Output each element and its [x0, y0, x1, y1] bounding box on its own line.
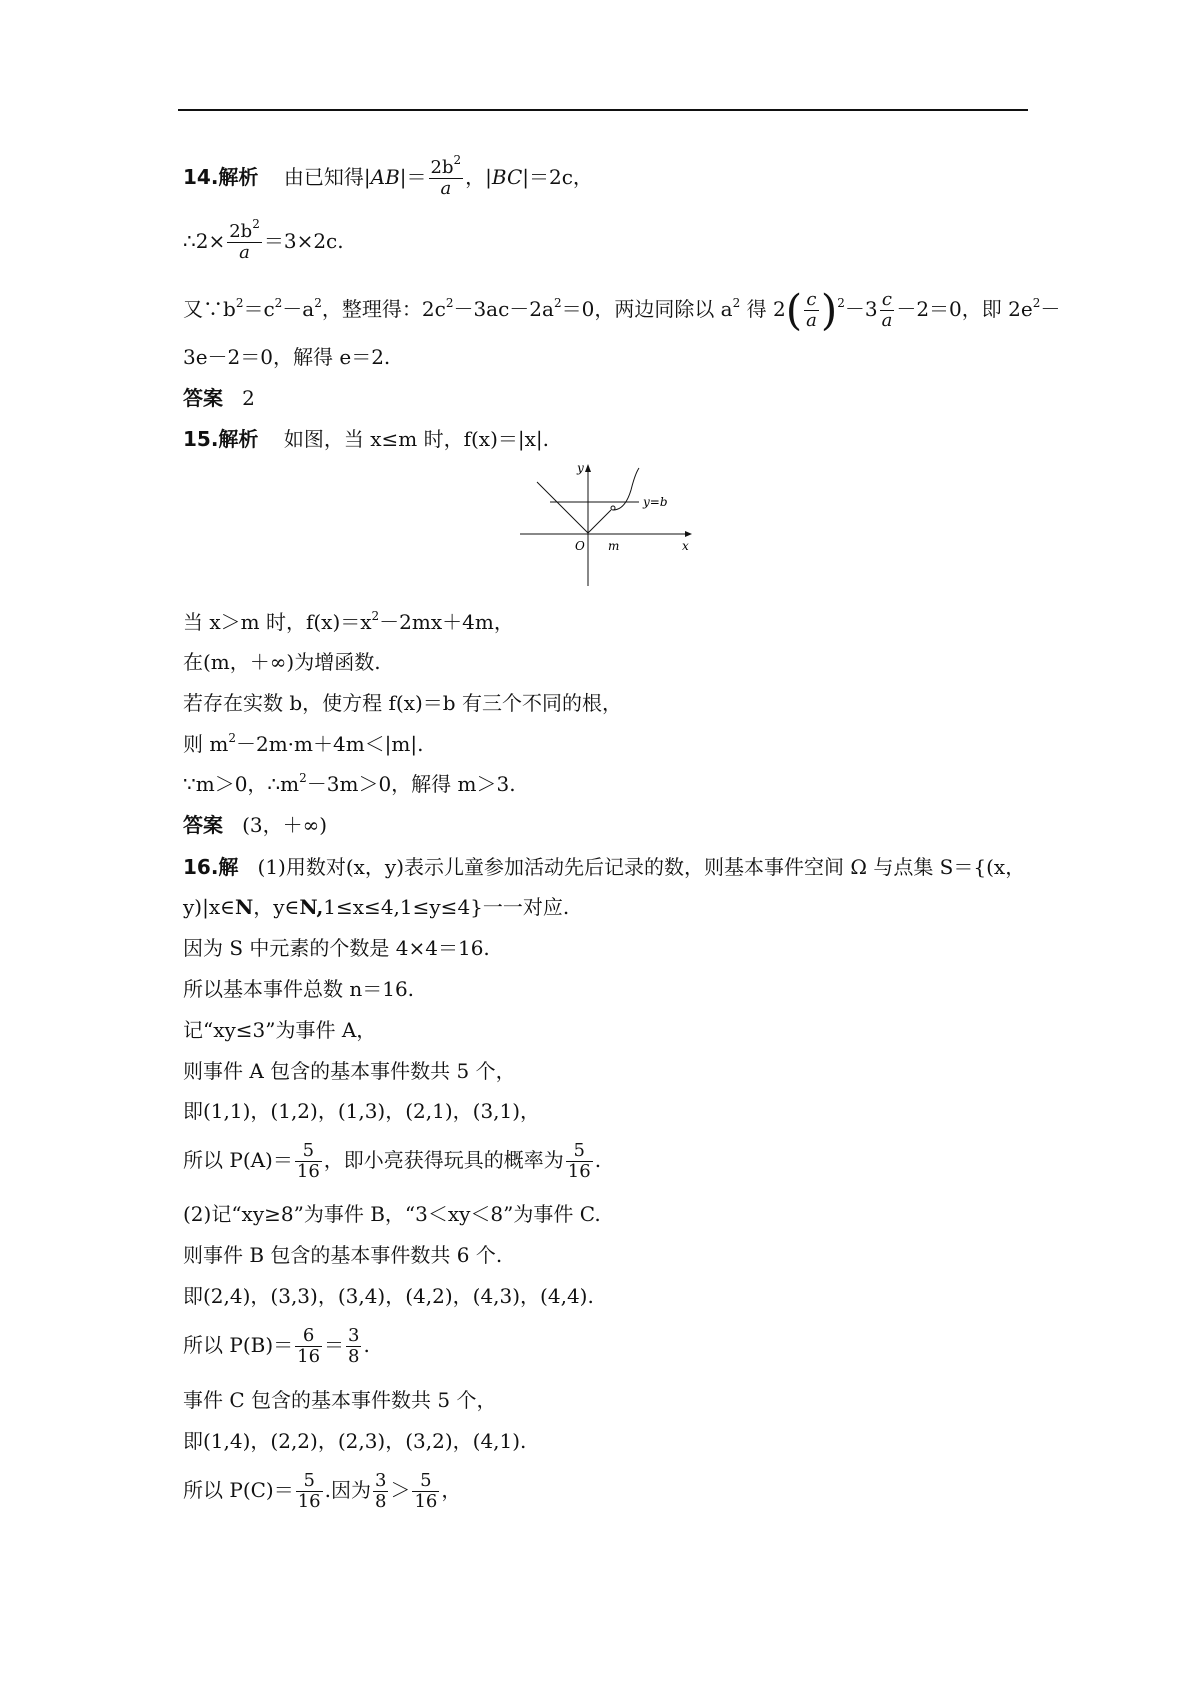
fraction-numerator: 3 — [375, 1470, 387, 1491]
p15-line-5: 则 $m^2-2m\cdot m+4m<|m|$. — [183, 731, 424, 756]
p14-text: |＝2c， — [522, 165, 593, 189]
p15-line-3: 在(m，＋∞)为增函数. — [183, 650, 381, 674]
p15-text: －2mx＋4m， — [379, 610, 514, 634]
p14-text: 得 2 — [740, 297, 786, 321]
p15-text: ∵m＞0，∴m — [183, 772, 300, 796]
p15-text: －3m＞0，解得 m＞3. — [306, 772, 516, 796]
p14-text: ，| — [465, 165, 492, 189]
p14-line-4: 3e－2＝0，解得 e＝2. — [183, 345, 391, 369]
p14-text: －a — [282, 297, 315, 321]
p14-text: － — [1040, 297, 1061, 321]
p14-text: 又∵b — [183, 297, 236, 321]
p14-text: 由已知得| — [283, 165, 371, 189]
p14-text: ＝c — [243, 297, 275, 321]
p15-text: －2m·m＋4m＜|m|. — [235, 732, 424, 756]
answer-value: (3，＋∞) — [242, 813, 328, 837]
p16-line-10: 则事件 B 包含的基本事件数共 6 个. — [183, 1243, 503, 1267]
p15-text: 则 m — [183, 732, 229, 756]
p14-text: |＝ — [399, 165, 427, 189]
p16-line-13: 事件 C 包含的基本事件数共 5 个， — [183, 1388, 497, 1412]
answer-value: 2 — [242, 386, 255, 410]
p16-text: N, — [299, 895, 324, 919]
fraction — [373, 1471, 388, 1512]
p16-line-14: 即(1,4)，(2,2)，(2,3)，(3,2)，(4,1). — [183, 1429, 527, 1453]
answer-label: 答案 — [183, 386, 223, 410]
fraction-denominator: a — [440, 178, 452, 199]
p16-text: ，y∈ — [253, 895, 300, 919]
x-axis-arrow — [685, 531, 692, 537]
p16-line-5: 记“xy≤3”为事件 A， — [183, 1018, 377, 1042]
p16-line-1 — [183, 853, 1025, 881]
p14-text: ＝3×2c. — [263, 229, 344, 253]
p16-text: ＝ — [324, 1333, 345, 1357]
fraction-denominator: 8 — [375, 1491, 387, 1512]
p16-line-8 — [183, 1141, 601, 1182]
p14-text: ∴2× — [183, 229, 226, 253]
p16-text: (1)用数对(x，y)表示儿童参加活动先后记录的数，则基本事件空间 Ω 与点集 S＝{(x， — [257, 855, 1026, 879]
p16-line-15 — [183, 1471, 461, 1512]
p15-line-2: 当 x＞m 时，$f(x)=x^2-2mx+4m$， — [183, 609, 514, 634]
p14-text: BC — [491, 165, 523, 189]
fraction-numerator: 2b — [430, 157, 454, 178]
p14-text: －3ac－2a — [453, 297, 554, 321]
p16-line-3: 因为 S 中元素的个数是 4×4＝16. — [183, 936, 490, 960]
y-axis-label: y — [577, 461, 584, 475]
function-graph — [515, 460, 695, 592]
p16-text: 所以 P(A)＝ — [183, 1148, 293, 1172]
fraction: $\frac{2b^2}{a}$ — [430, 153, 462, 199]
p14-text: －2＝0，即 2e — [896, 297, 1033, 321]
line-label: y=b — [643, 495, 668, 509]
y-axis-arrow — [585, 464, 591, 472]
parabola-branch — [613, 468, 639, 510]
fraction-denominator: 16 — [297, 1491, 321, 1512]
fraction-numerator: 5 — [412, 1471, 439, 1492]
fraction-denominator: a — [239, 242, 250, 263]
p16-text: . — [594, 1148, 602, 1172]
p16-label: 16.解 — [183, 855, 239, 879]
p15-line-1 — [183, 425, 549, 453]
fraction-numerator: 6 — [295, 1326, 322, 1347]
fraction — [880, 290, 895, 331]
fraction — [296, 1471, 323, 1512]
p16-text: ，即小亮获得玩具的概率为 — [323, 1148, 564, 1172]
fraction-numerator: c — [806, 289, 817, 310]
p16-text: 所以 P(B)＝ — [183, 1333, 294, 1357]
p14-line-2 — [183, 217, 344, 263]
abs-left-branch — [537, 482, 588, 533]
fraction-denominator: 8 — [348, 1346, 360, 1367]
fraction — [412, 1471, 439, 1512]
open-point — [611, 506, 615, 510]
fraction — [566, 1141, 593, 1182]
answer-label: 答案 — [183, 813, 223, 837]
p14-label: 14.解析 — [183, 165, 259, 189]
p16-line-11: 即(2,4)，(3,3)，(3,4)，(4,2)，(4,3)，(4,4). — [183, 1284, 594, 1308]
p14-answer — [183, 384, 255, 412]
fraction — [804, 290, 819, 331]
fraction-numerator: c — [881, 289, 892, 310]
p14-text: ，整理得：2c — [321, 297, 446, 321]
p16-text: 1≤x≤4,1≤y≤4}一一对应. — [323, 895, 570, 919]
x-axis-label: x — [682, 539, 689, 553]
p14-line-3: 又$\because b^2=c^2-a^2$，整理得：$2c^2-3ac-2a^2=0$，两边同除以 $a^2$ 得 2( $\frac{c}{a}$ )$^2$－3 $\frac{c}{a}$ －2＝0，即 $2e^2-$ — [183, 285, 1061, 335]
fraction: $\frac{2b^2}{a}$ — [229, 217, 260, 263]
p16-text: .因为 — [324, 1478, 371, 1502]
fraction-numerator: 5 — [566, 1141, 593, 1162]
fraction-denominator: 16 — [414, 1491, 438, 1512]
p15-text: 如图，当 x≤m 时，f(x)＝|x|. — [283, 427, 549, 451]
p16-text: 所以 P(C)＝ — [183, 1478, 294, 1502]
p15-line-4: 若存在实数 b，使方程 f(x)＝b 有三个不同的根， — [183, 691, 622, 715]
p16-line-12 — [183, 1326, 370, 1367]
p16-text: y)|x∈ — [183, 895, 235, 919]
fraction-denominator: 16 — [296, 1161, 320, 1182]
fraction-numerator: 5 — [295, 1141, 322, 1162]
p16-text: ， — [441, 1478, 462, 1502]
fraction-denominator: a — [806, 310, 817, 331]
p14-line-1 — [183, 153, 593, 199]
p16-line-6: 则事件 A 包含的基本事件数共 5 个， — [183, 1059, 516, 1083]
p16-line-2 — [183, 893, 569, 921]
fraction-numerator: 3 — [348, 1325, 360, 1346]
p15-label: 15.解析 — [183, 427, 259, 451]
p14-text: AB — [370, 165, 400, 189]
p16-line-4: 所以基本事件总数 n＝16. — [183, 977, 415, 1001]
p16-line-7: 即(1,1)，(1,2)，(1,3)，(2,1)，(3,1)， — [183, 1099, 541, 1123]
fraction-denominator: a — [881, 310, 893, 331]
fraction — [295, 1141, 322, 1182]
fraction-numerator: 2b — [229, 221, 253, 242]
p15-text: 当 x＞m 时，f(x)＝x — [183, 610, 372, 634]
p15-line-6: ∵m＞0，$\therefore m^2-3m>0$，解得 m＞3. — [183, 771, 516, 796]
abs-right-branch — [588, 510, 611, 533]
m-label: m — [608, 539, 620, 553]
p16-text: ＞ — [390, 1478, 411, 1502]
p14-text: －3 — [844, 297, 878, 321]
origin-label: O — [575, 539, 585, 553]
header-rule — [178, 109, 1028, 111]
p16-line-9: (2)记“xy≥8”为事件 B，“3＜xy＜8”为事件 C. — [183, 1202, 601, 1226]
fraction-denominator: 16 — [297, 1346, 321, 1367]
fraction-numerator: 5 — [296, 1471, 323, 1492]
p15-answer — [183, 811, 327, 839]
p16-text: . — [363, 1333, 370, 1357]
fraction — [295, 1326, 322, 1367]
p16-text: N — [234, 895, 254, 919]
p14-text: ＝0，两边同除以 a — [561, 297, 733, 321]
fraction — [346, 1326, 361, 1367]
fraction-denominator: 16 — [567, 1161, 591, 1182]
